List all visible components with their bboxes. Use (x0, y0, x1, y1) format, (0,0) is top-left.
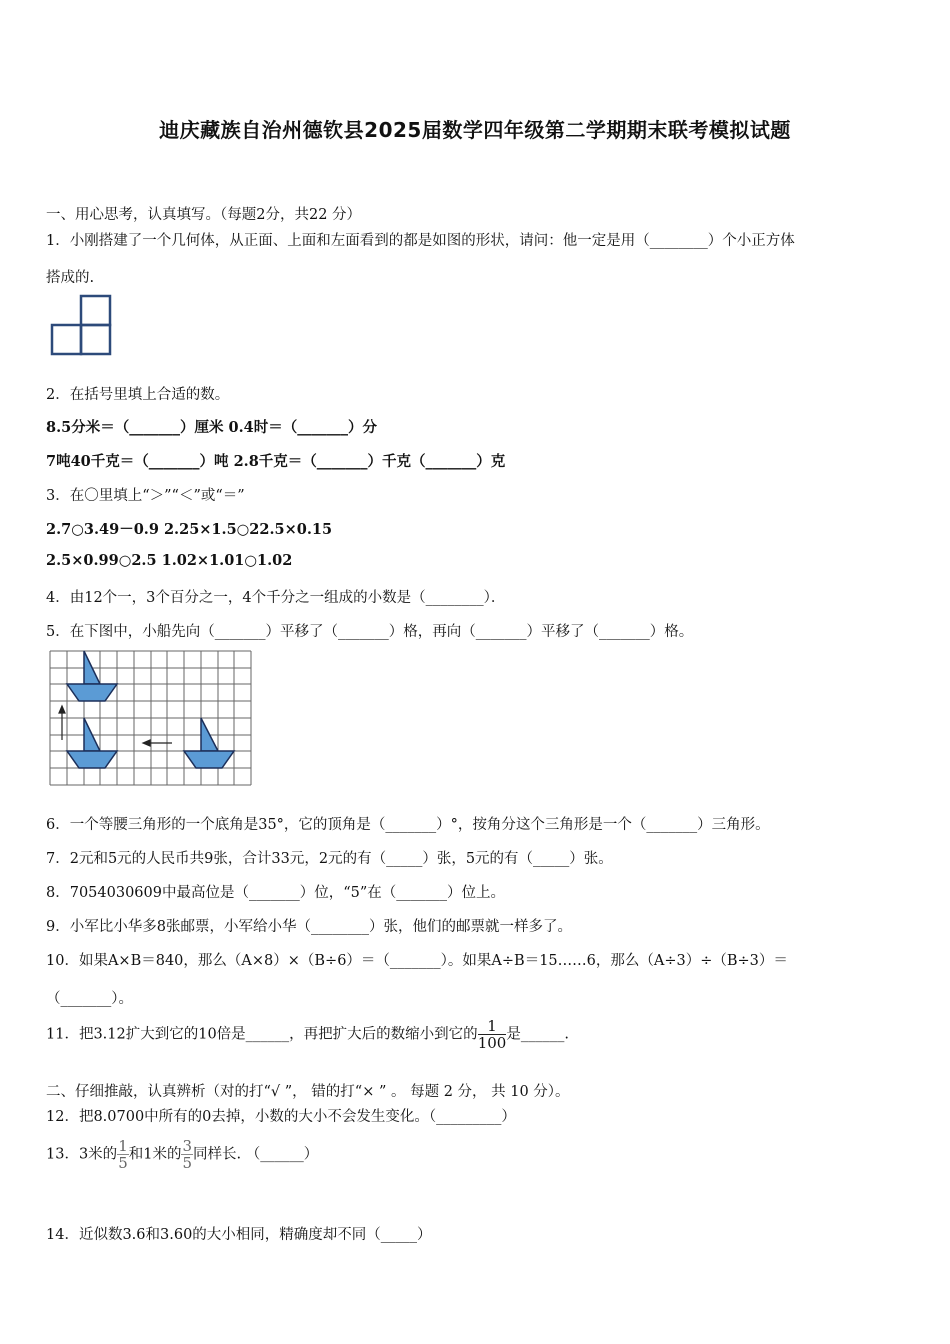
question-11-text-after: 是______. (506, 1026, 569, 1043)
question-13-text-mid: 和1米的 (128, 1146, 182, 1163)
question-2-row-1: 8.5分米＝（_______）厘米 0.4时＝（_______）分 (46, 419, 377, 436)
question-11-text-before: 11．把3.12扩大到它的10倍是______，再把扩大后的数缩小到它的 (46, 1026, 478, 1043)
question-10-line-1: 10．如果A×B＝840，那么（A×8）×（B÷6）＝（_______）。如果A÷B＝15……6，那么（A÷3）÷（B÷3）＝ (46, 953, 788, 969)
question-14: 14．近似数3.6和3.60的大小相同，精确度却不同（_____） (46, 1227, 432, 1243)
section-2-heading: 二、仔细推敲，认真辨析（对的打“√ ”， 错的打“× ” 。 每题 2 分， 共 10 分）。 (46, 1084, 570, 1100)
question-8: 8．7054030609中最高位是（_______）位，“5”在（_______）位上。 (46, 885, 506, 901)
question-3: 3．在〇里填上“＞”“＜”或“＝” (46, 488, 245, 504)
question-11 (46, 1018, 569, 1051)
question-9: 9．小军比小华多8张邮票，小军给小华（________）张，他们的邮票就一样多了。 (46, 919, 572, 935)
boat-top (67, 651, 117, 701)
question-4: 4．由12个一，3个百分之一，4个千分之一组成的小数是（________）． (46, 590, 506, 606)
question-1-line-2: 搭成的. (46, 270, 95, 286)
cube-square-bottom-right (81, 325, 110, 354)
fraction-three-fifths: $\frac{3}{5}$ (182, 1137, 193, 1172)
question-5: 5．在下图中，小船先向（_______）平移了（_______）格，再向（_______）平移了（_______）格。 (46, 624, 694, 640)
cube-square-bottom-left (52, 325, 81, 354)
question-12: 12．把8.0700中所有的0去掉，小数的大小不会发生变化。（_________） (46, 1109, 516, 1125)
question-3-row-2: 2.5×0.99○2.5 1.02×1.01○1.02 (46, 552, 293, 569)
question-7: 7．2元和5元的人民币共9张，合计33元，2元的有（_____）张，5元的有（_____）张。 (46, 851, 613, 867)
boat-bottom-right (184, 718, 234, 768)
fraction-one-hundredth: $\frac{1}{100}$ (477, 1017, 507, 1052)
section-1-heading: 一、用心思考，认真填写。（每题2分，共22 分） (46, 207, 362, 223)
boat-bottom-left (67, 718, 117, 768)
question-2: 2．在括号里填上合适的数。 (46, 387, 230, 403)
question-6: 6．一个等腰三角形的一个底角是35°，它的顶角是（_______）°，按角分这个三角形是一个（_______）三角形。 (46, 817, 770, 833)
question-2-row-2: 7吨40千克＝（_______）吨 2.8千克＝（_______）千克（_______）克 (46, 453, 506, 470)
question-3-row-1: 2.7○3.49－0.9 2.25×1.5○22.5×0.15 (46, 521, 333, 538)
cube-square-top (81, 296, 110, 325)
question-13-text-before: 13．3米的 (46, 1146, 118, 1163)
question-13 (46, 1138, 318, 1171)
question-1-line-1: 1．小刚搭建了一个几何体，从正面、上面和左面看到的都是如图的形状，请问：他一定是用（________）个小正方体 (46, 233, 795, 249)
arrow-left (143, 740, 172, 746)
cube-view-figure (50, 294, 112, 356)
question-13-text-after: 同样长. （______） (193, 1146, 319, 1163)
boat-translation-grid (48, 648, 254, 788)
fraction-one-fifth: $\frac{1}{5}$ (118, 1137, 128, 1172)
question-10-line-2: （_______）。 (46, 991, 133, 1007)
page-title: 迪庆藏族自治州德钦县2025届数学四年级第二学期期末联考模拟试题 (159, 118, 791, 142)
